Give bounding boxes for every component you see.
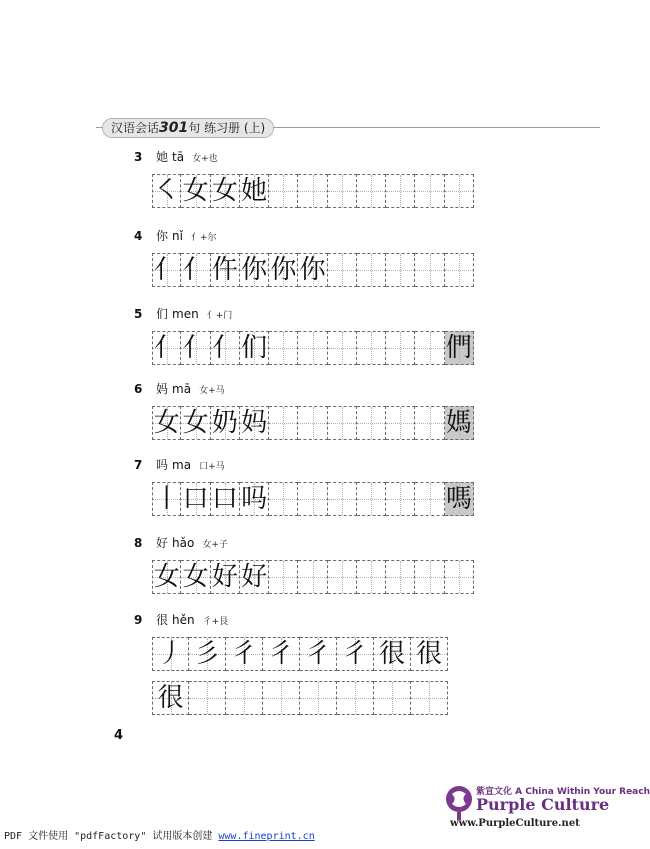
writing-cell[interactable] — [226, 637, 263, 671]
stroke-step: 口 — [211, 484, 238, 514]
empty-practice-box — [415, 483, 443, 515]
character-entry — [134, 456, 474, 516]
writing-cell[interactable] — [386, 560, 415, 594]
page-number: 4 — [114, 728, 124, 743]
stroke-step: 彳 — [230, 639, 257, 669]
writing-cell[interactable] — [300, 637, 337, 671]
writing-cell[interactable] — [445, 560, 474, 594]
writing-cell[interactable] — [357, 331, 386, 365]
writing-cell[interactable] — [211, 174, 240, 208]
entry-components: 亻+门 — [206, 311, 233, 321]
writing-cell[interactable] — [240, 174, 269, 208]
writing-cell[interactable] — [415, 406, 444, 440]
title-suffix: 句 练习册 (上) — [188, 121, 266, 135]
empty-practice-box — [357, 483, 385, 515]
writing-cell[interactable] — [226, 681, 263, 715]
empty-practice-box — [386, 332, 414, 364]
writing-cell[interactable] — [357, 174, 386, 208]
empty-practice-box — [328, 175, 356, 207]
stroke-step: 女 — [153, 408, 180, 438]
empty-practice-box — [328, 332, 356, 364]
writing-cell[interactable] — [411, 681, 448, 715]
empty-practice-box — [298, 332, 326, 364]
writing-cell[interactable] — [328, 174, 357, 208]
empty-practice-box — [445, 175, 473, 207]
writing-cell[interactable] — [181, 406, 210, 440]
empty-practice-box — [328, 407, 356, 439]
empty-practice-box — [269, 175, 297, 207]
writing-cell[interactable] — [263, 637, 300, 671]
empty-practice-box — [357, 561, 385, 593]
entry-character: 吗 — [156, 458, 169, 472]
stroke-step: 亻 — [182, 255, 209, 285]
entry-number: 6 — [134, 382, 143, 396]
stroke-step: 亻 — [153, 255, 180, 285]
writing-cell[interactable] — [337, 637, 374, 671]
character-entry — [134, 148, 474, 208]
writing-cell[interactable] — [152, 681, 189, 715]
entry-label — [134, 456, 474, 474]
character-entry — [134, 305, 474, 365]
writing-cell[interactable] — [357, 253, 386, 287]
empty-practice-box — [415, 407, 443, 439]
writing-cell[interactable] — [181, 560, 210, 594]
title-number: 301 — [159, 120, 189, 136]
stroke-step: 很 — [378, 639, 405, 669]
writing-grid-row — [152, 253, 474, 287]
traditional-character-cell[interactable] — [445, 482, 474, 516]
writing-cell[interactable] — [298, 253, 327, 287]
writing-cell[interactable] — [328, 560, 357, 594]
empty-practice-box — [298, 483, 326, 515]
entry-components: 女+子 — [202, 540, 228, 550]
writing-cell[interactable] — [328, 482, 357, 516]
writing-cell[interactable] — [269, 482, 298, 516]
writing-cell[interactable] — [152, 560, 181, 594]
writing-cell[interactable] — [386, 482, 415, 516]
entry-number: 8 — [134, 536, 143, 550]
writing-cell[interactable] — [445, 174, 474, 208]
writing-cell[interactable] — [240, 560, 269, 594]
writing-cell[interactable] — [298, 406, 327, 440]
entry-pinyin: nǐ — [172, 229, 183, 243]
writing-cell[interactable] — [445, 253, 474, 287]
stroke-step: 女 — [182, 408, 209, 438]
empty-practice-box — [445, 561, 473, 593]
empty-practice-box — [226, 682, 262, 714]
entry-pinyin: mā — [172, 382, 192, 396]
empty-practice-box — [357, 407, 385, 439]
empty-practice-box — [298, 407, 326, 439]
writing-cell[interactable] — [386, 174, 415, 208]
writing-cell[interactable] — [328, 406, 357, 440]
writing-cell[interactable] — [328, 331, 357, 365]
stroke-step: 口 — [182, 484, 209, 514]
writing-cell[interactable] — [211, 331, 240, 365]
entry-pinyin: hěn — [172, 613, 195, 627]
stroke-step: 妈 — [241, 408, 268, 438]
stroke-step: 彳 — [341, 639, 368, 669]
empty-practice-box — [357, 175, 385, 207]
writing-cell[interactable] — [269, 253, 298, 287]
writing-cell[interactable] — [357, 406, 386, 440]
writing-grid-row — [152, 406, 474, 440]
empty-practice-box — [357, 332, 385, 364]
empty-practice-box — [411, 682, 447, 714]
traditional-character-cell[interactable] — [445, 331, 474, 365]
entry-pinyin: men — [172, 307, 199, 321]
entry-components: 女+也 — [192, 154, 218, 164]
entry-character: 很 — [156, 613, 169, 627]
empty-practice-box — [337, 682, 373, 714]
writing-cell[interactable] — [298, 482, 327, 516]
writing-grid-row — [152, 637, 474, 671]
writing-cell[interactable] — [357, 560, 386, 594]
footer-link[interactable]: www.fineprint.cn — [218, 831, 315, 842]
writing-cell[interactable] — [415, 482, 444, 516]
stroke-step: 女 — [211, 176, 238, 206]
writing-grid-row — [152, 174, 474, 208]
empty-practice-box — [269, 483, 297, 515]
writing-cell[interactable] — [189, 681, 226, 715]
empty-practice-box — [415, 332, 443, 364]
writing-cell[interactable] — [211, 560, 240, 594]
stroke-step: 亻 — [182, 333, 209, 363]
stroke-step: 你 — [299, 255, 326, 285]
writing-cell[interactable] — [152, 406, 181, 440]
stroke-step: 彳 — [267, 639, 294, 669]
empty-practice-box — [445, 254, 473, 286]
writing-cell[interactable] — [298, 331, 327, 365]
writing-cell[interactable] — [211, 406, 240, 440]
writing-cell[interactable] — [357, 482, 386, 516]
stroke-step: 你 — [241, 255, 268, 285]
stroke-step: 很 — [157, 683, 184, 713]
empty-practice-box — [415, 254, 443, 286]
stroke-step: 丿 — [157, 639, 184, 669]
stroke-step: 女 — [153, 562, 180, 592]
writing-cell[interactable] — [152, 331, 181, 365]
empty-practice-box — [263, 682, 299, 714]
stroke-step: 她 — [241, 176, 268, 206]
stroke-step: 你 — [270, 255, 297, 285]
title-prefix: 汉语会话 — [111, 121, 160, 135]
stroke-step: 好 — [211, 562, 238, 592]
empty-practice-box — [357, 254, 385, 286]
writing-cell[interactable] — [211, 253, 240, 287]
entry-pinyin: ma — [172, 458, 192, 472]
stroke-step: 好 — [241, 562, 268, 592]
stroke-step: 很 — [415, 639, 442, 669]
empty-practice-box — [415, 175, 443, 207]
purple-culture-logo-icon — [444, 784, 474, 820]
character-entry — [134, 534, 474, 594]
writing-cell[interactable] — [240, 482, 269, 516]
writing-cell[interactable] — [152, 253, 181, 287]
writing-cell[interactable] — [386, 331, 415, 365]
writing-cell[interactable] — [328, 253, 357, 287]
writing-cell[interactable] — [240, 331, 269, 365]
stroke-step: 女 — [182, 176, 209, 206]
empty-practice-box — [386, 483, 414, 515]
traditional-character: 們 — [445, 333, 472, 363]
entry-number: 5 — [134, 307, 143, 321]
stroke-step: 奶 — [211, 408, 238, 438]
writing-cell[interactable] — [415, 253, 444, 287]
empty-practice-box — [298, 175, 326, 207]
writing-cell[interactable] — [263, 681, 300, 715]
writing-cell[interactable] — [152, 174, 181, 208]
writing-cell[interactable] — [181, 174, 210, 208]
character-entry — [134, 611, 474, 715]
entry-character: 她 — [156, 150, 169, 164]
writing-cell[interactable] — [300, 681, 337, 715]
empty-practice-box — [386, 407, 414, 439]
writing-grid-row — [152, 482, 474, 516]
stroke-step: 亻 — [211, 333, 238, 363]
writing-cell[interactable] — [298, 560, 327, 594]
logo-name: Purple Culture — [476, 795, 610, 814]
footer-text: PDF 文件使用 "pdfFactory" 试用版本创建 — [4, 831, 219, 842]
writing-cell[interactable] — [269, 174, 298, 208]
entry-character: 好 — [156, 536, 169, 550]
writing-grid-row — [152, 681, 474, 715]
writing-cell[interactable] — [374, 637, 411, 671]
entry-label — [134, 534, 474, 552]
empty-practice-box — [386, 561, 414, 593]
writing-cell[interactable] — [386, 253, 415, 287]
empty-practice-box — [269, 561, 297, 593]
writing-cell[interactable] — [298, 174, 327, 208]
entry-label — [134, 148, 474, 166]
stroke-step: 吗 — [241, 484, 268, 514]
writing-grid-row — [152, 331, 474, 365]
writing-grid-row — [152, 560, 474, 594]
stroke-step: 彡 — [193, 639, 220, 669]
stroke-step: 女 — [182, 562, 209, 592]
entry-label — [134, 611, 474, 629]
empty-practice-box — [415, 561, 443, 593]
character-entry — [134, 380, 474, 440]
entry-components: 女+马 — [199, 386, 225, 396]
writing-cell[interactable] — [181, 331, 210, 365]
writing-cell[interactable] — [386, 406, 415, 440]
entry-number: 7 — [134, 458, 143, 472]
book-title — [102, 118, 274, 138]
page-header — [96, 116, 600, 140]
entry-components: 亻+尔 — [190, 233, 217, 243]
stroke-step: ㇛ — [153, 176, 180, 206]
logo-url: www.PurpleCulture.net — [450, 818, 580, 829]
entry-pinyin: tā — [172, 150, 185, 164]
entry-character: 你 — [156, 229, 169, 243]
empty-practice-box — [328, 254, 356, 286]
empty-practice-box — [386, 175, 414, 207]
empty-practice-box — [328, 483, 356, 515]
entry-number: 3 — [134, 150, 143, 164]
empty-practice-box — [298, 561, 326, 593]
writing-cell[interactable] — [240, 406, 269, 440]
stroke-step: 仵 — [211, 255, 238, 285]
entry-components: 彳+艮 — [202, 617, 229, 627]
entry-number: 9 — [134, 613, 143, 627]
empty-practice-box — [300, 682, 336, 714]
writing-cell[interactable] — [152, 637, 189, 671]
writing-cell[interactable] — [211, 482, 240, 516]
entry-character: 们 — [156, 307, 169, 321]
writing-cell[interactable] — [181, 253, 210, 287]
logo-tagline: 紫宣文化 A China Within Your Reach — [476, 787, 650, 797]
traditional-character: 嗎 — [445, 484, 472, 514]
entry-components: 口+马 — [199, 462, 225, 472]
writing-cell[interactable] — [415, 174, 444, 208]
writing-cell[interactable] — [337, 681, 374, 715]
publisher-logo — [444, 782, 650, 832]
empty-practice-box — [374, 682, 410, 714]
writing-cell[interactable] — [152, 482, 181, 516]
entry-label — [134, 305, 474, 323]
writing-cell[interactable] — [374, 681, 411, 715]
pdf-footer — [4, 827, 315, 842]
empty-practice-box — [189, 682, 225, 714]
writing-cell[interactable] — [415, 560, 444, 594]
stroke-step: 彳 — [304, 639, 331, 669]
empty-practice-box — [269, 407, 297, 439]
empty-practice-box — [269, 332, 297, 364]
entry-pinyin: hǎo — [172, 536, 195, 550]
empty-practice-box — [386, 254, 414, 286]
writing-cell[interactable] — [269, 331, 298, 365]
writing-cell[interactable] — [411, 637, 448, 671]
character-entry — [134, 227, 474, 287]
entry-label — [134, 227, 474, 245]
stroke-step: 亻 — [153, 333, 180, 363]
writing-cell[interactable] — [415, 331, 444, 365]
entry-label — [134, 380, 474, 398]
writing-cell[interactable] — [269, 406, 298, 440]
traditional-character: 媽 — [445, 408, 472, 438]
writing-cell[interactable] — [181, 482, 210, 516]
empty-practice-box — [328, 561, 356, 593]
writing-cell[interactable] — [240, 253, 269, 287]
writing-cell[interactable] — [269, 560, 298, 594]
entry-character: 妈 — [156, 382, 169, 396]
stroke-step: 们 — [241, 333, 268, 363]
writing-cell[interactable] — [189, 637, 226, 671]
traditional-character-cell[interactable] — [445, 406, 474, 440]
entry-number: 4 — [134, 229, 143, 243]
stroke-step: 丨 — [153, 484, 180, 514]
